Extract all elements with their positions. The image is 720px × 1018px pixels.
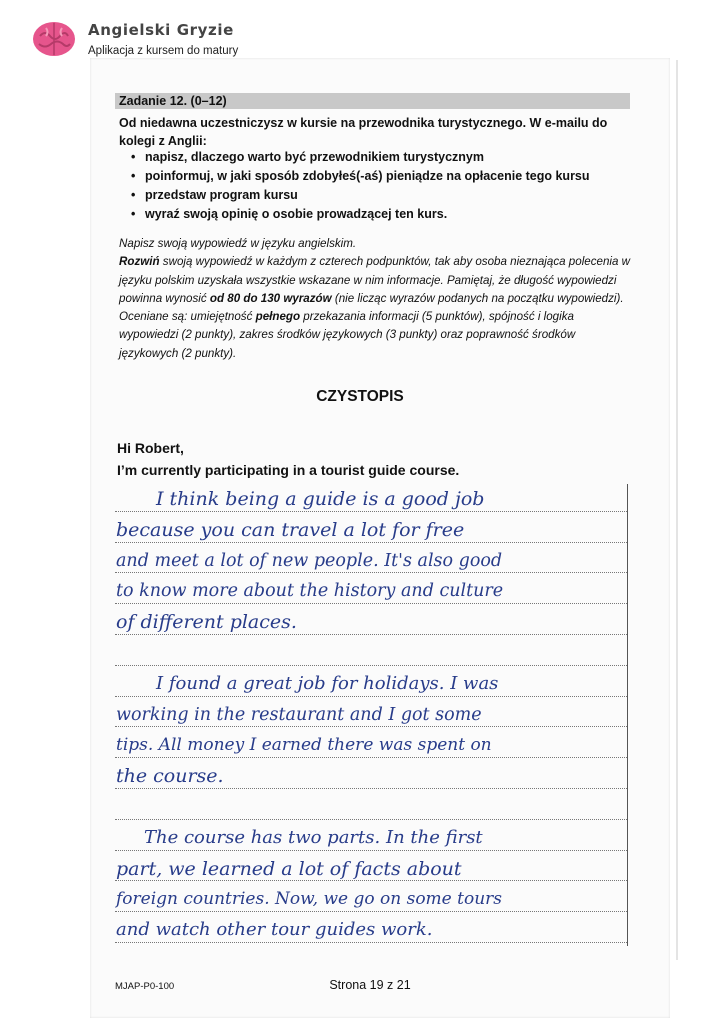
instruction-text: przekazania informacji (5 punktów), spójność i logika wypowiedzi (2 punkty), zakres środków językowych (3 punkty) oraz poprawność środków językowych (2 punkty). xyxy=(119,310,576,360)
handwritten-line: foreign countries. Now, we go on some tours xyxy=(116,889,503,910)
task-intro: Od niedawna uczestniczysz w kursie na przewodnika turystycznego. W e-mailu do kolegi z Anglii: xyxy=(119,116,608,148)
instruction-bold: Rozwiń xyxy=(119,255,160,269)
instruction-bold: od 80 do 130 wyrazów xyxy=(209,291,332,305)
handwritten-line: because you can travel a lot for free xyxy=(116,518,465,541)
handwritten-line: I think being a guide is a good job xyxy=(156,488,485,510)
exam-code: MJAP-P0-100 xyxy=(115,981,175,992)
handwritten-line: to know more about the history and culture xyxy=(116,581,504,602)
instruction-line: Napisz swoją wypowiedź w języku angielskim. xyxy=(119,237,357,250)
instruction-paragraph xyxy=(119,253,631,363)
handwritten-line xyxy=(116,792,630,823)
brain-icon xyxy=(30,18,78,60)
brand-title: Angielski Gryzie xyxy=(88,21,234,39)
task-instructions xyxy=(119,235,631,363)
instruction-text: swoją wypowiedź w każdym z czterech podpunktów, tak aby osoba nieznająca polecenia w języku polskim uzyskała wszystkie wskazane w nim informacje. Pamiętaj, że długość wypowiedzi powinna wynosić xyxy=(119,255,631,305)
brand-header xyxy=(30,18,238,60)
page-number: Strona 19 z 21 xyxy=(329,978,411,992)
task-bullet: • wyraź swoją opinię o osobie prowadzącej ten kurs. xyxy=(131,205,590,224)
handwritten-answer xyxy=(116,484,630,946)
handwritten-line: and meet a lot of new people. It's also good xyxy=(116,550,503,571)
handwritten-line xyxy=(116,638,630,669)
task-header: Zadanie 12. (0–12) xyxy=(119,94,227,108)
handwritten-line: working in the restaurant and I got some xyxy=(116,704,482,725)
instruction-bold: pełnego xyxy=(255,310,301,324)
instruction-text: (nie licząc wyrazów podanych na początku wypowiedzi). Oceniane są: umiejętność xyxy=(119,291,624,324)
task-bullet: • napisz, dlaczego warto być przewodnikiem turystycznym xyxy=(131,148,590,167)
greeting-line: Hi Robert, xyxy=(117,440,184,456)
handwritten-line: part, we learned a lot of facts about xyxy=(116,857,462,880)
handwritten-line: I found a great job for holidays. I was xyxy=(156,672,499,694)
page-edge xyxy=(676,60,678,960)
handwritten-line: tips. All money I earned there was spent on xyxy=(116,735,492,756)
handwritten-line: the course. xyxy=(116,765,224,788)
printed-greeting xyxy=(117,437,459,481)
task-bullet: • przedstaw program kursu xyxy=(131,186,590,205)
greeting-line: I’m currently participating in a tourist guide course. xyxy=(117,462,460,478)
brand-subtitle: Aplikacja z kursem do matury xyxy=(88,45,239,57)
handwritten-line: and watch other tour guides work. xyxy=(116,919,433,941)
handwritten-line: The course has two parts. In the first xyxy=(144,826,483,848)
handwritten-line: of different places. xyxy=(116,611,297,634)
task-bullets xyxy=(131,148,590,224)
task-bullet: • poinformuj, w jaki sposób zdobyłeś(-aś) pieniądze na opłacenie tego kursu xyxy=(131,167,590,186)
czystopis-heading: CZYSTOPIS xyxy=(316,388,404,405)
